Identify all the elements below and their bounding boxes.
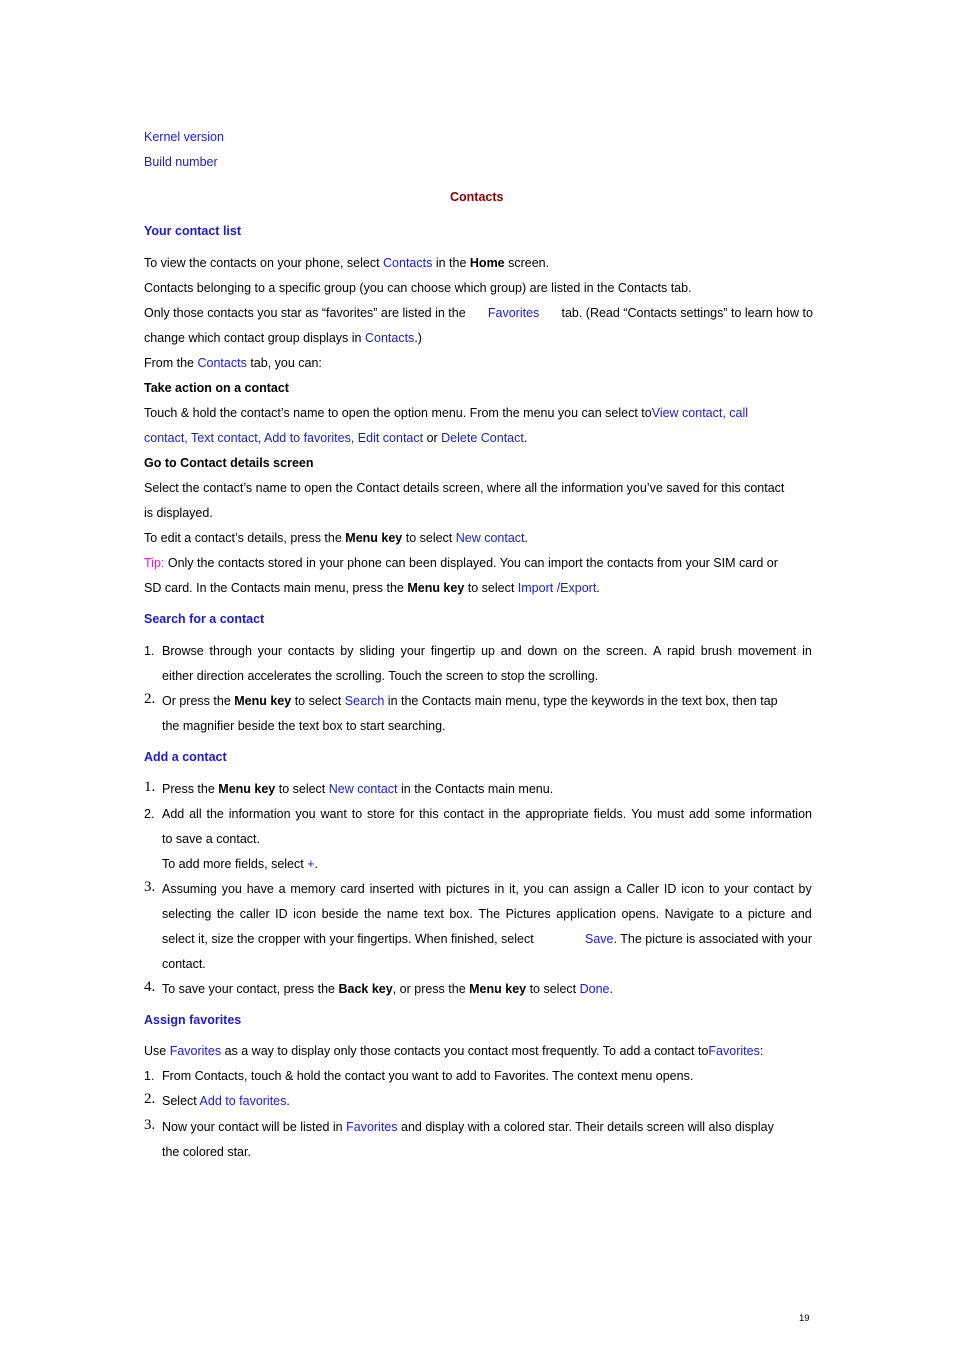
link-contacts[interactable]: Contacts — [197, 356, 247, 370]
link-add-field[interactable]: + — [307, 857, 315, 871]
tip-paragraph: Tip: Only the contacts stored in your phone can been displayed. You can import the contacts from your SIM card or — [144, 556, 778, 570]
link-favorites[interactable]: Favorites — [487, 306, 540, 320]
heading-add-a-contact: Add a contact — [144, 750, 227, 764]
heading-your-contact-list: Your contact list — [144, 224, 242, 238]
subheading-contact-details: Go to Contact details screen — [144, 456, 314, 470]
link-build-number[interactable]: Build number — [144, 155, 218, 169]
link-contacts[interactable]: Contacts — [364, 331, 415, 345]
link-favorites[interactable]: Favorites — [708, 1044, 760, 1058]
link-favorites[interactable]: Favorites — [346, 1120, 398, 1134]
paragraph: Touch & hold the contact’s name to open the option menu. From the menu you can select toView contact, call — [144, 406, 749, 420]
heading-search-for-a-contact: Search for a contact — [144, 612, 265, 626]
link-contacts[interactable]: Contacts — [383, 256, 433, 270]
link-done[interactable]: Done — [579, 982, 610, 996]
link-search[interactable]: Search — [344, 694, 385, 708]
paragraph: To view the contacts on your phone, select Contacts in the Home screen. — [144, 256, 550, 270]
link-favorites[interactable]: Favorites — [169, 1044, 222, 1058]
link-add-to-favorites[interactable]: Add to favorites — [199, 1094, 287, 1108]
page-number: 19 — [799, 1313, 810, 1324]
link-new-contact[interactable]: New contact — [455, 531, 525, 545]
link-save[interactable]: Save — [585, 932, 614, 946]
paragraph: From the Contacts tab, you can: — [144, 356, 322, 370]
paragraph: Select the contact’s name to open the Contact details screen, where all the information you’ve saved for this contact — [144, 481, 785, 495]
link-new-contact[interactable]: New contact — [328, 782, 398, 796]
paragraph: contact, Text contact, Add to favorites, Edit contact or Delete Contact. — [144, 431, 528, 445]
page-title: Contacts — [450, 190, 504, 204]
link-contact-actions[interactable]: contact, Text contact, Add to favorites, Edit contact — [144, 431, 424, 445]
link-view-contact[interactable]: View contact, call — [651, 406, 749, 420]
paragraph: Only those contacts you star as “favorites” are listed in the Favorites tab. (Read “Contacts settings” to learn how to — [144, 306, 813, 320]
link-kernel-version[interactable]: Kernel version — [144, 130, 224, 144]
paragraph: Use Favorites as a way to display only those contacts you contact most frequently. To add a contact toFavorites: — [144, 1044, 764, 1058]
paragraph: is displayed. — [144, 506, 213, 520]
paragraph: SD card. In the Contacts main menu, press the Menu key to select Import /Export. — [144, 581, 600, 595]
paragraph: Contacts belonging to a specific group (you can choose which group) are listed in the Contacts tab. — [144, 281, 692, 295]
tip-label: Tip: — [144, 556, 165, 570]
link-import-export[interactable]: Import /Export — [517, 581, 597, 595]
paragraph: change which contact group displays in Contacts.) — [144, 331, 422, 345]
link-delete-contact[interactable]: Delete Contact — [441, 431, 524, 445]
paragraph: To edit a contact’s details, press the Menu key to select New contact. — [144, 531, 529, 545]
heading-assign-favorites: Assign favorites — [144, 1013, 242, 1027]
subheading-take-action: Take action on a contact — [144, 381, 289, 395]
